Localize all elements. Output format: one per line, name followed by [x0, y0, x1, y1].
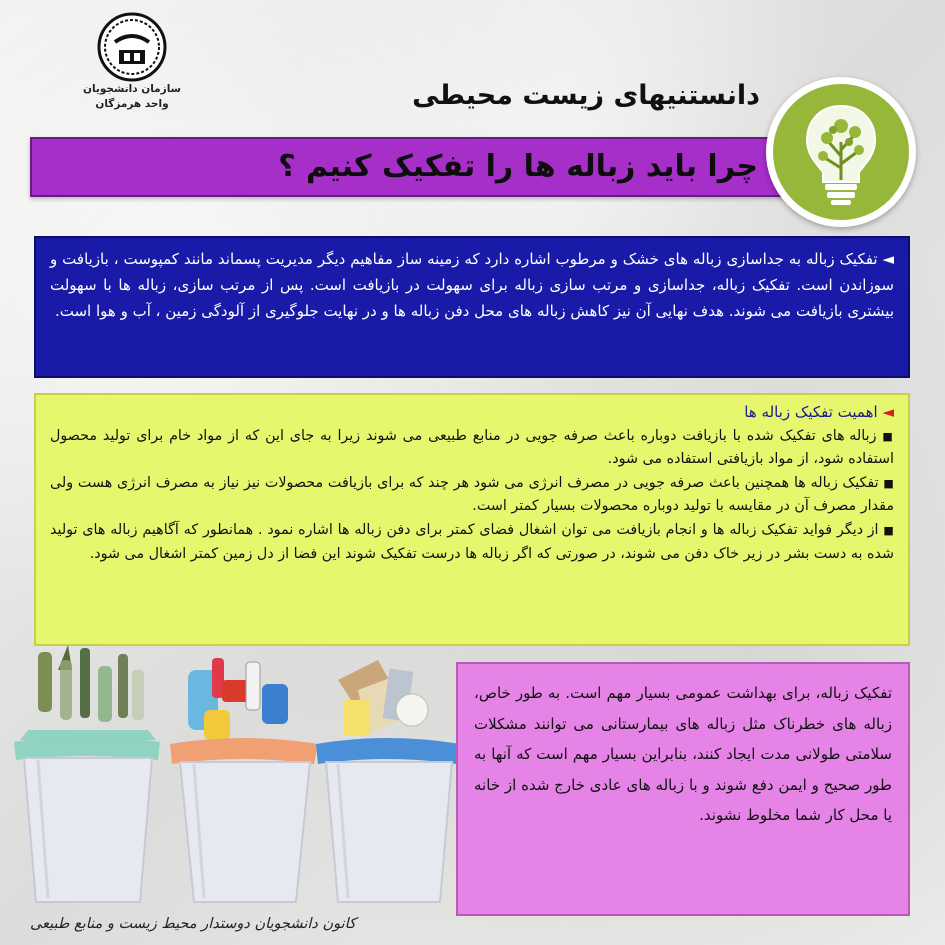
intro-text: تفکیک زباله به جداسازی زباله های خشک و مرطوب اشاره دارد که زمینه ساز مفاهیم دیگر مدیریت پسماند مانند کمپوست ، بازیافت و سوزاندن است. تفکیک زباله، جداسازی و مرتب سازی زباله برای سهولت در بازیافت است. پس از مرتب سازی، زباله ها با سهولت بیشتری بازیافت می شوند. هدف نهایی آن نیز کاهش زباله های محل دفن زباله ها و در نهایت جلوگیری از آلودگی زمین ، آب و هوا است. — [50, 250, 894, 320]
list-item — [50, 425, 894, 472]
logo-org-line2: واحد هرمزگان — [95, 98, 169, 110]
organization-logo — [82, 12, 182, 112]
importance-item-text: از دیگر فواید تفکیک زباله ها و انجام بازیافت می توان اشغال فضای کمتر برای دفن زباله ها اشاره نمود . همانطور که آگاهیم زباله های تولید شده به دست بشر در زیر خاک دفن می شوند، در صورتی که اگر زباله ها درست تفکیک شوند این فضا از دل زمین کمتر اشغال می شود. — [50, 521, 894, 562]
logo-org-line1: سازمان دانشجویان — [83, 83, 181, 95]
plastic-bin — [170, 658, 318, 902]
question-title: چرا باید زباله ها را تفکیک کنیم ؟ — [278, 149, 758, 184]
bulb-badge — [766, 77, 916, 227]
square-bullet-icon: ■ — [883, 523, 894, 537]
triangle-bullet-icon: ◄ — [882, 403, 894, 421]
question-banner — [30, 137, 800, 197]
list-item — [50, 472, 894, 519]
main-title: دانستنیهای زیست محیطی — [412, 80, 760, 111]
intro-panel — [34, 236, 910, 378]
health-panel — [456, 662, 910, 916]
triangle-bullet-icon: ◄ — [882, 250, 894, 268]
jahad-seal-icon — [97, 12, 167, 82]
square-bullet-icon: ■ — [883, 476, 894, 490]
glass-bin — [14, 645, 160, 902]
list-item — [50, 519, 894, 566]
importance-heading-row — [50, 401, 894, 425]
importance-item-text: زباله های تفکیک شده با بازیافت دوباره باعث صرفه جویی در منابع طبیعی می شوند زیرا به جای این که از مواد خام برای تولید محصول استفاده شود، از مواد بازیافتی استفاده می شود. — [50, 427, 894, 468]
importance-item-text: تفکیک زباله ها همچنین باعث صرفه جویی در مصرف انرژی می شود هر چند که برای بازیافت محصولات نیز نیاز به مصرف انرژی هست ولی مقدار مصرف آن در مقایسه با تولید دوباره محصولات بسیار کمتر است. — [50, 474, 894, 515]
health-text: تفکیک زباله، برای بهداشت عمومی بسیار مهم است. به طور خاص، زباله های خطرناک مثل زباله های بیمارستانی می توانند مشکلات سلامتی طولانی مدت ایجاد کنند، بنابراین بسیار مهم است که آنها به طور صحیح و ایمن دفع شوند و با زباله های عادی خارج شده از خانه یا محل کار شما مخلوط نشوند. — [474, 684, 892, 824]
recycling-bins-illustration — [8, 640, 458, 910]
lightbulb-tree-icon — [773, 84, 909, 220]
square-bullet-icon: ■ — [882, 429, 894, 443]
footer-credit: کانون دانشجویان دوستدار محیط زیست و منابع طبیعی — [30, 916, 356, 932]
importance-panel — [34, 393, 910, 646]
importance-heading: اهمیت تفکیک زباله ها — [744, 403, 878, 421]
paper-bin — [316, 660, 458, 902]
